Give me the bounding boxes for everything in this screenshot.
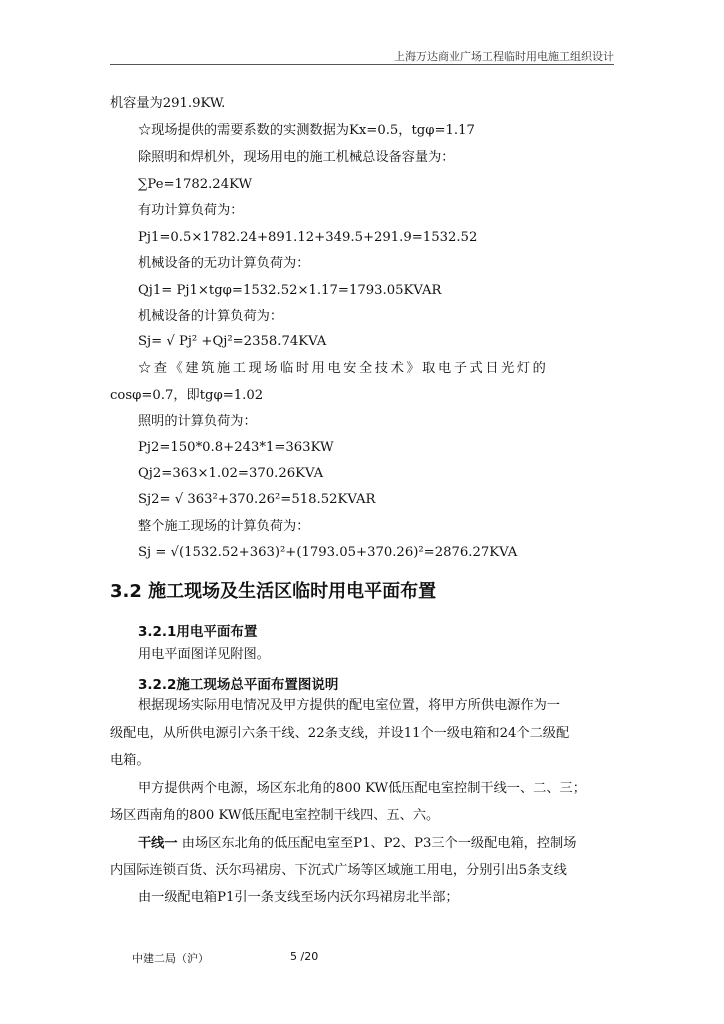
footer-company: 中建二局（沪） — [132, 952, 209, 965]
formula-line: Pj1=0.5×1782.24+891.12+349.5+291.9=1532.52 — [138, 230, 478, 245]
text-line: 整个施工现场的计算负荷为： — [138, 519, 310, 534]
text-line: 由一级配电箱P1引一条支线至场内沃尔玛裙房北半部； — [138, 890, 459, 905]
formula-line: Sj2= √ 363²+370.26²=518.52KVAR — [138, 492, 376, 507]
paragraph-line — [138, 836, 576, 852]
text-line: ∑Pe=1782.24KW — [138, 177, 253, 192]
text-line: 根据现场实际用电情况及甲方提供的配电室位置，将甲方所供电源作为一 — [138, 698, 560, 713]
text-line: 机容量为291.9KW. — [110, 96, 226, 111]
formula-line: Qj1= Pj1×tgφ=1532.52×1.17=1793.05KVAR — [138, 283, 442, 298]
formula-line: Sj = √(1532.52+363)²+(1793.05+370.26)²=2876.27KVA — [138, 545, 518, 560]
text-line: 除照明和焊机外，现场用电的施工机械总设备容量为： — [138, 150, 455, 165]
text-line: 场区西南角的800 KW低压配电室控制干线四、五、六。 — [110, 808, 440, 823]
text-line: 内国际连锁百货、沃尔玛裙房、下沉式广场等区域施工用电，分别引出5条支线 — [110, 863, 567, 878]
formula-line: Sj= √ Pj² +Qj²=2358.74KVA — [138, 334, 327, 349]
trunk-line-label: 干线一 — [138, 836, 178, 851]
subsection-title: 3.2.2施工现场总平面布置图说明 — [138, 677, 339, 693]
text-line: 用电平面图详见附图。 — [138, 647, 270, 662]
header-rule — [110, 64, 614, 65]
text-line: ☆查《建筑施工现场临时用电安全技术》取电子式日光灯的 — [138, 361, 549, 376]
text-span: 由场区东北角的低压配电室至P1、P2、P3三个一级配电箱，控制场 — [177, 836, 577, 851]
text-line: 有功计算负荷为： — [138, 203, 244, 218]
text-line: 机械设备的计算负荷为： — [138, 309, 284, 324]
formula-line: Pj2=150*0.8+243*1=363KW — [138, 440, 334, 455]
section-title: 3.2 施工现场及生活区临时用电平面布置 — [110, 581, 437, 602]
text-line: 级配电，从所供电源引六条干线、22条支线，并设11个一级电箱和24个二级配 — [110, 726, 570, 741]
subsection-title: 3.2.1用电平面布置 — [138, 624, 258, 640]
text-line: 电箱。 — [110, 753, 150, 768]
text-line: 照明的计算负荷为： — [138, 414, 257, 429]
text-line: ☆现场提供的需要系数的实测数据为Kx=0.5，tgφ=1.17 — [138, 123, 475, 138]
header-title: 上海万达商业广场工程临时用电施工组织设计 — [394, 50, 614, 63]
text-line: 机械设备的无功计算负荷为： — [138, 256, 310, 271]
page-number: 5 /20 — [290, 950, 319, 963]
text-line: 甲方提供两个电源，场区东北角的800 KW低压配电室控制干线一、二、三； — [138, 781, 586, 796]
text-line: cosφ=0.7，即tgφ=1.02 — [110, 388, 264, 403]
formula-line: Qj2=363×1.02=370.26KVA — [138, 466, 324, 481]
